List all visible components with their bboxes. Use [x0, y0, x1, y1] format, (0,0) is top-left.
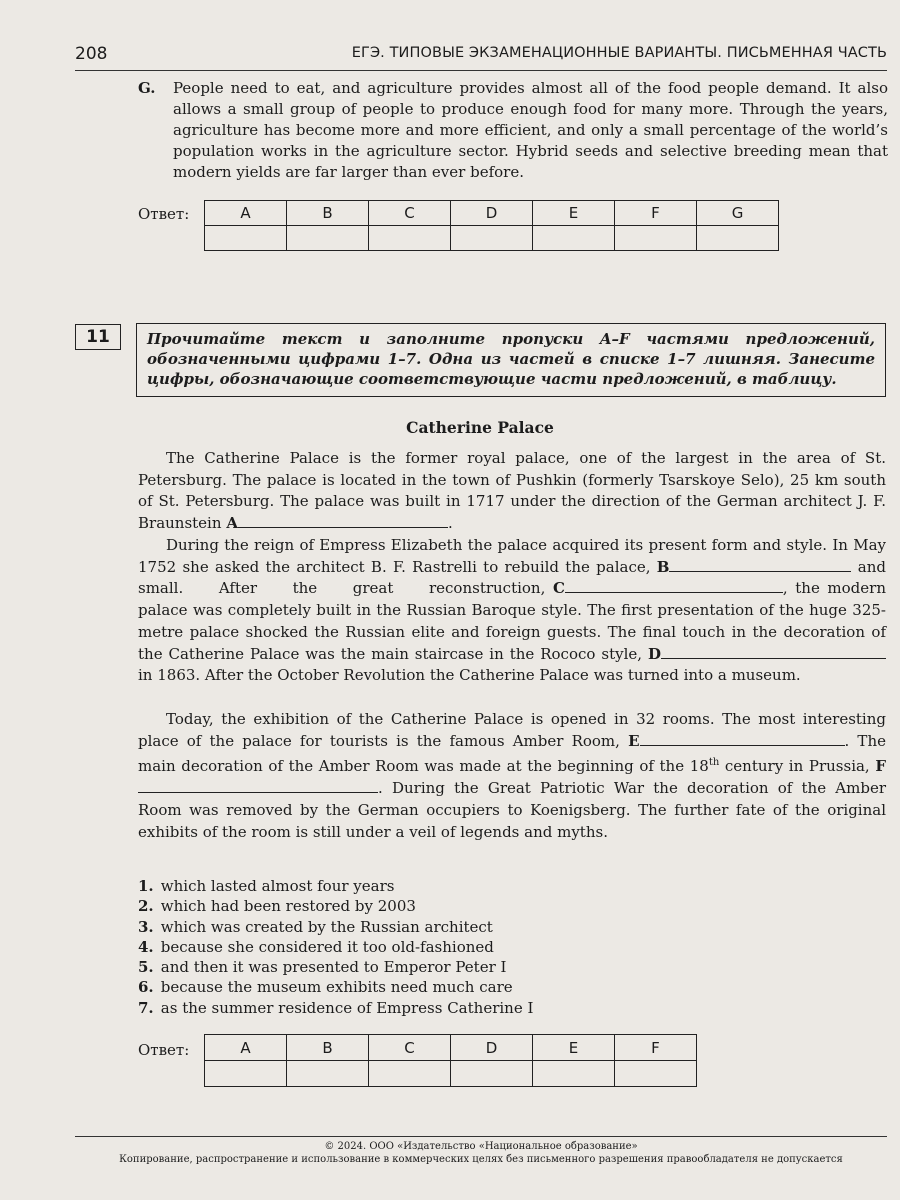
text-fragment: . [447, 514, 453, 533]
answer-input-cell[interactable] [205, 226, 287, 251]
paragraph-letter: G. [138, 79, 156, 97]
gap-letter-e: E [628, 731, 640, 750]
option-text: which had been restored by 2003 [160, 897, 416, 916]
list-item [138, 998, 533, 1018]
text-fragment: . During the Great Patriotic War the decoration of the Amber Room was removed by the German occupiers to Koenigsberg. The further fate of the original exhibits of the room is still under a veil of legends and myths. [138, 779, 886, 841]
options-list [138, 876, 533, 1018]
list-item [138, 937, 533, 957]
answer-label: Ответ: [138, 205, 190, 223]
answer-header-cell: F [615, 1035, 697, 1061]
answer-header-cell: E [533, 201, 615, 226]
page-footer [75, 1136, 887, 1166]
list-item [138, 917, 533, 937]
header-title: ЕГЭ. ТИПОВЫЕ ЭКЗАМЕНАЦИОННЫЕ ВАРИАНТЫ. ПИСЬМЕННАЯ ЧАСТЬ [351, 45, 887, 61]
answer-header-cell: B [287, 1035, 369, 1061]
paragraph-text: People need to eat, and agriculture provides almost all of the food people demand. It also allows a small group of people to produce enough food for many more. Through the years, agriculture has become more and more efficient, and only a small percentage of the world’s population works in the agriculture sector. Hybrid seeds and selective breeding mean that modern yields are far larger than ever before. [173, 79, 888, 181]
answer-header-cell: C [369, 1035, 451, 1061]
answer-header-cell: C [369, 201, 451, 226]
answer-table-2 [204, 1034, 697, 1087]
answer-header-cell: F [615, 201, 697, 226]
answer-header-cell: E [533, 1035, 615, 1061]
text-paragraph-3 [138, 709, 886, 843]
gap-letter-b: B [656, 557, 670, 576]
answer-input-cell[interactable] [615, 1061, 697, 1087]
text-fragment: , the modern palace was completely built in the Russian Baroque style. The first presentation of the huge 325-metre palace shocked the Russian elite and foreign guests. The final touch in the decoration of the Catherine Palace was the main staircase in the Rococo style, [138, 579, 886, 663]
option-text: because the museum exhibits need much care [160, 978, 513, 997]
text-fragment: and small. After the great reconstruction, [138, 557, 886, 598]
answer-input-cell[interactable] [451, 1061, 533, 1087]
option-text: which lasted almost four years [160, 877, 395, 895]
answer-table-1 [204, 200, 779, 251]
option-text: which was created by the Russian architect [160, 917, 493, 936]
page-header [75, 40, 887, 71]
text-fragment: . The main decoration of the Amber Room was made at the beginning of the 18 [138, 731, 886, 776]
gap-letter-d: D [647, 644, 661, 663]
text-fragment: century in Prussia, [724, 757, 870, 776]
answer-header-cell: B [287, 201, 369, 226]
option-text: and then it was presented to Emperor Peter I [160, 958, 507, 977]
gap-line-c[interactable] [565, 578, 783, 593]
answer-header-cell: G [697, 201, 779, 226]
answer-header-cell: D [451, 1035, 533, 1061]
text-title: Catherine Palace [406, 418, 554, 437]
task-number-box: 11 [75, 324, 121, 350]
answer-header-cell: A [205, 201, 287, 226]
copyright-line: © 2024. ООО «Издательство «Национальное образование» [324, 1141, 638, 1152]
answer-input-cell[interactable] [287, 226, 369, 251]
answer-table-header-row [205, 1035, 697, 1061]
gap-line-e[interactable] [640, 731, 845, 746]
text-paragraph-1 [138, 448, 886, 535]
text-fragment: in 1863. After the October Revolution the Catherine Palace was turned into a museum. [138, 666, 801, 685]
answer-table-input-row[interactable] [205, 1061, 697, 1087]
answer-input-cell[interactable] [287, 1061, 369, 1087]
answer-table-header-row [205, 201, 779, 226]
list-item [138, 957, 533, 977]
option-number: 5. [138, 958, 154, 977]
gap-line-b[interactable] [669, 557, 851, 572]
option-number: 3. [138, 917, 154, 936]
answer-input-cell[interactable] [533, 1061, 615, 1087]
list-item [138, 977, 533, 997]
page-number: 208 [75, 44, 108, 64]
answer-input-cell[interactable] [205, 1061, 287, 1087]
option-number: 4. [138, 937, 154, 956]
superscript: th [708, 757, 720, 769]
gap-letter-a: A [226, 514, 238, 533]
answer-input-cell[interactable] [369, 226, 451, 251]
answer-label: Ответ: [138, 1041, 190, 1059]
text-fragment: During the reign of Empress Elizabeth the palace acquired its present form and style. In May 1752 she asked the architect B. F. Rastrelli to rebuild the palace, [138, 536, 886, 576]
text-fragment: The Catherine Palace is the former royal palace, one of the largest in the area of St. Petersburg. The palace is located in the town of Pushkin (formerly Tsarskoye Selo), 25 km south of St. Petersburg. The palace was built in 1717 under the direction of the German architect J. F. Braunstein [138, 449, 886, 533]
task-instruction: Прочитайте текст и заполните пропуски A–F частями предложений, обозначенными цифрами 1–7. Одна из частей в списке 1–7 лишняя. Занесите цифры, обозначающие соответствующие части предложений, в таблицу. [136, 323, 886, 397]
paragraph-g [138, 78, 888, 183]
option-number: 6. [138, 978, 154, 997]
answer-input-cell[interactable] [451, 226, 533, 251]
answer-input-cell[interactable] [697, 226, 779, 251]
answer-table-input-row[interactable] [205, 226, 779, 251]
gap-letter-c: C [552, 579, 565, 598]
answer-header-cell: A [205, 1035, 287, 1061]
answer-input-cell[interactable] [369, 1061, 451, 1087]
option-text: because she considered it too old-fashioned [160, 937, 494, 956]
answer-input-cell[interactable] [615, 226, 697, 251]
answer-header-cell: D [451, 201, 533, 226]
gap-line-d[interactable] [661, 644, 886, 659]
gap-line-a[interactable] [238, 513, 448, 528]
text-fragment: Today, the exhibition of the Catherine Palace is opened in 32 rooms. The most interesting place of the palace for tourists is the famous Amber Room, [138, 710, 886, 750]
option-number: 1. [138, 877, 154, 895]
gap-letter-f: F [875, 757, 886, 776]
option-number: 7. [138, 998, 154, 1017]
option-number: 2. [138, 897, 154, 916]
gap-line-f[interactable] [138, 778, 378, 793]
text-paragraph-2 [138, 535, 886, 687]
copyright-notice: Копирование, распространение и использование в коммерческих целях без письменного разрешения правообладателя не допускается [119, 1154, 843, 1165]
option-text: as the summer residence of Empress Catherine I [160, 998, 534, 1017]
list-item [138, 876, 533, 896]
answer-input-cell[interactable] [533, 226, 615, 251]
list-item [138, 896, 533, 916]
